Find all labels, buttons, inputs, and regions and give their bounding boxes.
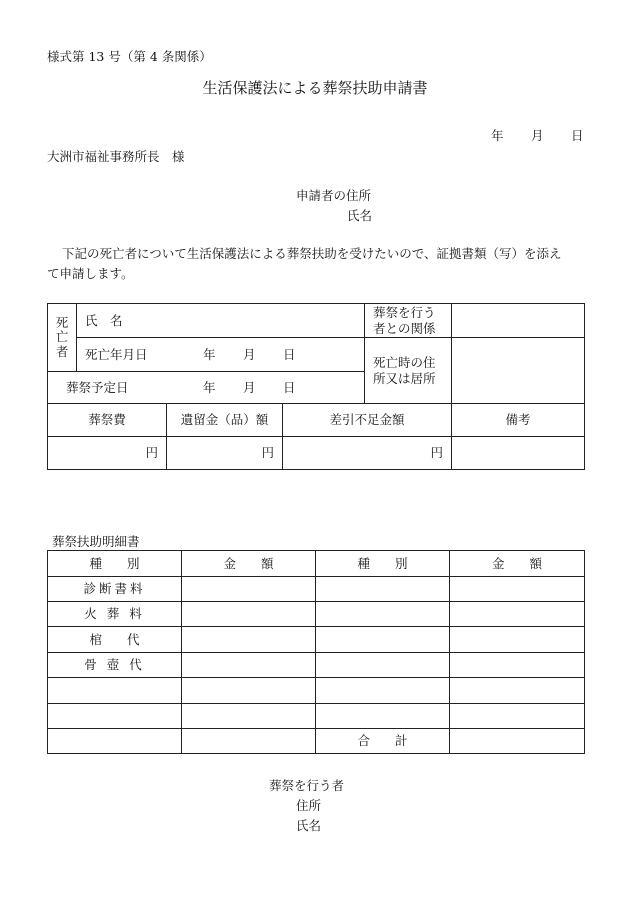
form-number: 様式第 13 号（第 4 条関係） <box>47 49 212 64</box>
death-date-label: 死亡年月日 <box>85 346 148 362</box>
detail-amount-cell <box>182 577 316 602</box>
footer-name-label: 氏名 <box>296 818 322 833</box>
shortfall-header: 差引不足金額 <box>283 404 452 437</box>
detail-empty-type-cell <box>48 729 182 754</box>
relation-label-1: 葬祭を行う <box>373 304 436 320</box>
detail-total-amount <box>450 729 585 754</box>
detail-amount-cell <box>450 627 585 653</box>
death-date-day: 日 <box>283 346 296 362</box>
detail-amount-cell <box>450 653 585 678</box>
residence-label-2: 所又は居所 <box>373 370 436 386</box>
detail-amount-cell <box>182 653 316 678</box>
detail-amount-cell <box>450 602 585 627</box>
funeral-date-cell <box>48 372 365 404</box>
detail-type-cell <box>316 678 450 704</box>
deceased-name-label: 氏 名 <box>85 312 123 328</box>
residence-label-cell <box>365 338 452 404</box>
detail-section-title: 葬祭扶助明細書 <box>52 534 140 549</box>
detail-type-cell <box>316 627 450 653</box>
detail-header-amount-1: 金 額 <box>182 551 316 577</box>
detail-type-cell <box>316 704 450 729</box>
detail-item-coffin-fee: 棺 代 <box>48 627 182 653</box>
funeral-date-month: 月 <box>243 379 256 395</box>
death-date-month: 月 <box>243 346 256 362</box>
deceased-name-cell <box>77 304 365 338</box>
bequest-yen: 円 <box>167 437 283 470</box>
detail-header-amount-2: 金 額 <box>450 551 585 577</box>
remarks-value <box>452 437 585 470</box>
relation-label-2: 者との関係 <box>373 320 436 336</box>
funeral-cost-yen: 円 <box>48 437 167 470</box>
date-day: 日 <box>571 128 584 143</box>
addressee: 大洲市福祉事務所長 様 <box>47 149 185 164</box>
relation-label-cell <box>365 304 452 338</box>
page-title: 生活保護法による葬祭扶助申請書 <box>202 79 428 97</box>
bequest-header: 遺留金（品）額 <box>167 404 283 437</box>
deceased-header-cell <box>48 304 77 372</box>
detail-item-diagnosis-fee: 診断書料 <box>48 577 182 602</box>
detail-item-cremation-fee: 火 葬 料 <box>48 602 182 627</box>
deceased-label: 死亡者 <box>55 314 69 359</box>
applicant-name-label: 氏名 <box>347 208 373 223</box>
date-month: 月 <box>531 128 544 143</box>
death-date-year: 年 <box>203 346 216 362</box>
detail-type-cell <box>316 653 450 678</box>
detail-header-type-1: 種 別 <box>48 551 182 577</box>
death-date-cell <box>77 338 365 372</box>
detail-empty-type-cell <box>48 678 182 704</box>
footer-address-label: 住所 <box>296 798 322 813</box>
funeral-date-label: 葬祭予定日 <box>66 379 129 395</box>
detail-type-cell <box>316 577 450 602</box>
remarks-header: 備考 <box>452 404 585 437</box>
relation-value-cell <box>452 304 585 338</box>
detail-type-cell <box>316 602 450 627</box>
detail-amount-cell <box>182 729 316 754</box>
application-table <box>47 303 585 470</box>
applicant-address-label: 申請者の住所 <box>296 188 372 203</box>
detail-amount-cell <box>450 678 585 704</box>
detail-amount-cell <box>450 704 585 729</box>
detail-empty-type-cell <box>48 704 182 729</box>
detail-amount-cell <box>182 704 316 729</box>
shortfall-yen: 円 <box>283 437 452 470</box>
funeral-cost-header: 葬祭費 <box>48 404 167 437</box>
residence-value-cell <box>452 338 585 404</box>
detail-table <box>47 550 585 754</box>
statement-line-2: て申請します。 <box>47 266 134 281</box>
funeral-date-year: 年 <box>203 379 216 395</box>
funeral-date-day: 日 <box>283 379 296 395</box>
residence-label-1: 死亡時の住 <box>373 354 436 370</box>
detail-total-label: 合 計 <box>316 729 450 754</box>
detail-amount-cell <box>450 577 585 602</box>
detail-item-urn-fee: 骨 壺 代 <box>48 653 182 678</box>
detail-amount-cell <box>182 678 316 704</box>
detail-amount-cell <box>182 627 316 653</box>
detail-amount-cell <box>182 602 316 627</box>
footer-performer-label: 葬祭を行う者 <box>269 778 345 793</box>
statement-line-1: 下記の死亡者について生活保護法による葬祭扶助を受けたいので、証拠書類（写）を添え <box>62 246 562 261</box>
detail-header-type-2: 種 別 <box>316 551 450 577</box>
date-year: 年 <box>491 128 504 143</box>
